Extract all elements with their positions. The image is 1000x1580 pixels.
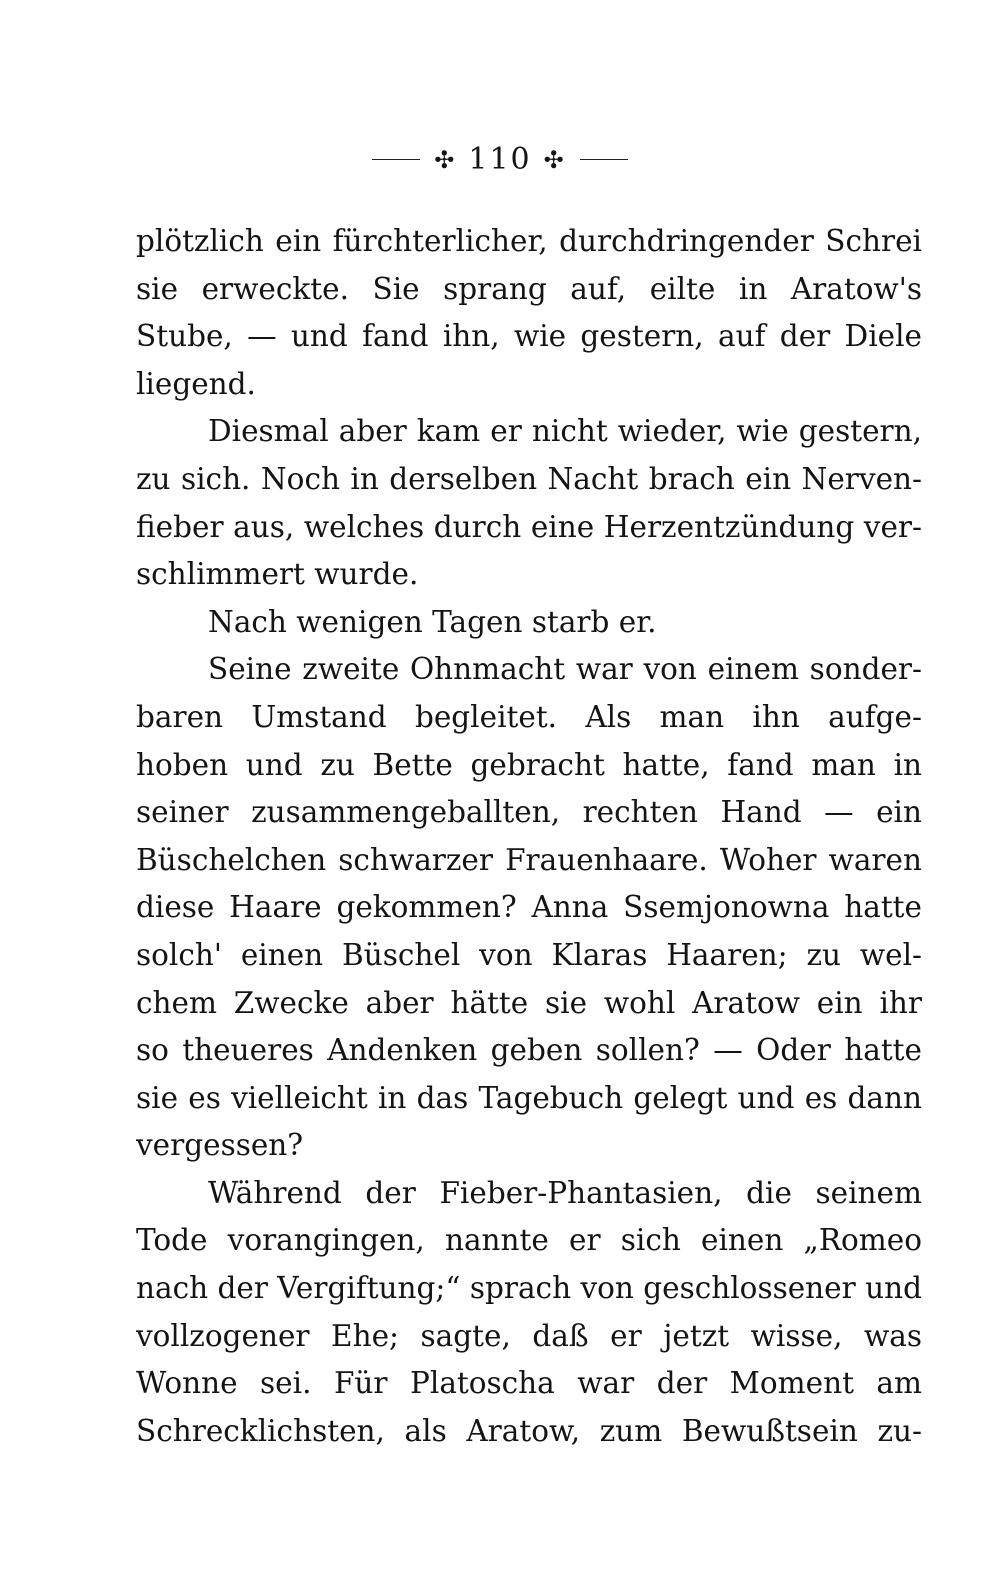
text-line: diese Haare gekommen? Anna Ssemjonowna hatte [136,890,922,925]
text-line: solch' einen Büschel von Klaras Haaren; zu wel- [136,937,922,972]
text-line: zu sich. Noch in derselben Nacht brach ein Nerven- [136,461,922,496]
text-line: Wonne sei. Für Platoscha war der Moment am [136,1366,922,1401]
text-line: so theueres Andenken geben sollen? — Oder hatte [136,1033,922,1068]
text-line: sie erweckte. Sie sprang auf, eilte in Aratow's [136,271,922,306]
text-line: seiner zusammengeballten, rechten Hand — ein [136,795,922,830]
text-line: sie es vielleicht in das Tagebuch gelegt und es dann [136,1080,922,1115]
text-line: vollzogener Ehe; sagte, daß er jetzt wisse, was [136,1318,922,1353]
text-line: plötzlich ein fürchterlicher, durchdringender Schrei [136,224,922,258]
text-line: Diesmal aber kam er nicht wieder, wie gestern, [208,414,922,449]
page-number: 110 [468,142,532,177]
ornament-right-icon: ✣ [543,145,566,174]
text-line: vergessen? [136,1128,304,1163]
text-line: fieber aus, welches durch eine Herzentzündung ver- [136,509,922,544]
ornament-left-icon: ✣ [434,145,457,174]
text-line: Büschelchen schwarzer Frauenhaare. Woher waren [136,842,922,877]
text-line: Nach wenigen Tagen starb er. [208,604,657,639]
text-line: baren Umstand begleitet. Als man ihn aufge- [136,699,922,734]
header-rule-right [580,159,628,160]
text-line: Tode vorangingen, nannte er sich einen „Romeo [136,1223,922,1258]
header-rule-left [372,159,420,160]
text-line: schlimmert wurde. [136,557,419,592]
text-line: hoben und zu Bette gebracht hatte, fand man in [136,747,922,782]
text-line: nach der Vergiftung;“ sprach von geschlossener und [136,1271,922,1306]
text-line: chem Zwecke aber hätte sie wohl Aratow ein ihr [136,985,922,1020]
text-line: Seine zweite Ohnmacht war von einem sonder- [208,652,922,687]
text-line: Während der Fieber-Phantasien, die seinem [208,1175,922,1210]
page-header [0,142,1000,177]
text-line: Schrecklichsten, als Aratow, zum Bewußtsein zu- [136,1413,922,1448]
text-body [136,218,922,1455]
text-line: liegend. [136,366,256,401]
text-line: Stube, — und fand ihn, wie gestern, auf der Diele [136,319,922,354]
